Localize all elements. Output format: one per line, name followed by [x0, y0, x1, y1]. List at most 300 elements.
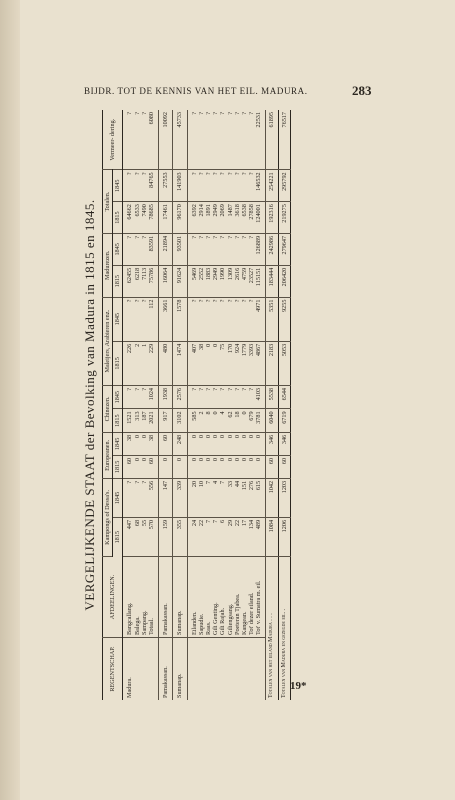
cell-value: 0	[190, 457, 198, 461]
value-cell-mal-1845	[173, 297, 187, 341]
cell-value: 141903	[176, 172, 184, 191]
cell-value: 1309	[226, 267, 234, 281]
cell-value: 60	[147, 457, 155, 465]
cell-value: 0	[255, 457, 263, 461]
cell-value: 16064	[162, 267, 170, 284]
cell-value: ?	[212, 112, 220, 115]
cell-value: ?	[240, 299, 248, 303]
cell-value: 0	[204, 434, 212, 438]
value-cell-europ-1845	[123, 432, 159, 455]
cell-value: ?	[190, 235, 198, 239]
total-value-cell: 6040	[266, 409, 278, 432]
cell-value: ?	[248, 172, 256, 176]
total-value-cell: 1206	[278, 517, 290, 556]
value-cell-tot-1815	[159, 202, 173, 234]
cell-value: 151	[240, 480, 248, 491]
cell-value: ?	[133, 172, 141, 176]
total-value-cell: 242986	[266, 233, 278, 265]
afdeeling-label: Sumanap.	[176, 610, 184, 635]
cell-value: 447	[126, 519, 134, 530]
cell-value: 0	[219, 434, 227, 438]
total-value-cell: 9255	[278, 297, 290, 341]
cell-value: ?	[133, 235, 141, 239]
cell-value: ?	[226, 299, 234, 303]
value-cell-mad-1845	[123, 233, 159, 265]
cell-value: 7490	[140, 204, 148, 217]
afdeeling-label: Sampang.	[140, 610, 148, 635]
value-cell-verm	[187, 110, 266, 170]
afdeeling-label: Bangcallang.	[126, 602, 134, 635]
cell-value: 7	[219, 480, 227, 484]
value-cell-kampongs-1815	[159, 517, 173, 556]
header-vermeerdering: Vermeer- dering.	[103, 110, 123, 170]
cell-value: 84765	[147, 172, 155, 188]
cell-value: 126889	[255, 235, 263, 255]
afdeeling-label: Raas.	[204, 621, 212, 635]
cell-value: 0	[212, 434, 220, 438]
header-regentschap: REGENTSCHAP.	[103, 638, 123, 701]
cell-value: 276	[248, 480, 256, 491]
value-cell-europ-1815	[159, 455, 173, 478]
cell-value: ?	[226, 235, 234, 239]
afdeeling-label: Gili Rajah.	[219, 607, 227, 635]
cell-value: 24	[190, 519, 198, 527]
cell-value: ?	[204, 235, 212, 239]
year-1845: 1845	[113, 385, 123, 408]
cell-value: 3393	[248, 343, 256, 357]
cell-value: ?	[140, 480, 148, 484]
value-cell-kampongs-1815	[173, 517, 187, 556]
year-1815: 1815	[113, 265, 123, 297]
afdeeling-label: Eilanden.	[190, 611, 198, 635]
cell-value: 5469	[190, 267, 198, 281]
afdeeling-label: Sapudie.	[197, 613, 205, 635]
cell-value: 6538	[240, 204, 248, 217]
cell-value: 1938	[162, 387, 170, 401]
value-cell-mad-1845	[159, 233, 173, 265]
cell-value: 115151	[255, 267, 263, 287]
cell-value: 7113	[140, 267, 148, 280]
total-value-cell: 5351	[266, 297, 278, 341]
total-value-cell: 6544	[278, 385, 290, 408]
header-chinezen: Chinezen.	[103, 385, 113, 432]
cell-value: 0	[226, 434, 234, 438]
cell-value: 33	[226, 480, 234, 488]
cell-value: ?	[197, 299, 205, 303]
cell-value: 2552	[197, 267, 205, 281]
value-cell-mad-1845	[187, 233, 266, 265]
cell-value: 0	[212, 343, 220, 347]
value-cell-verm	[123, 110, 159, 170]
cell-value: 4	[212, 480, 220, 484]
cell-value: 75786	[147, 267, 155, 284]
cell-value: 2069	[219, 204, 227, 217]
total-value-cell: 2183	[266, 341, 278, 385]
cell-value: 1474	[176, 343, 184, 357]
cell-value: 0	[226, 457, 234, 461]
value-cell-europ-1845	[173, 432, 187, 455]
cell-value: ?	[126, 299, 134, 303]
afdeelingen-cell	[123, 557, 159, 638]
afdeeling-label: Pamakassan.	[162, 603, 170, 635]
year-1845: 1845	[113, 170, 123, 202]
cell-value: ?	[204, 299, 212, 303]
regentschap-cell	[187, 638, 266, 701]
cell-value: ?	[233, 387, 241, 391]
value-cell-tot-1815	[123, 202, 159, 234]
value-cell-chin-1815	[173, 409, 187, 432]
cell-value: 480	[162, 343, 170, 354]
cell-value: ?	[219, 112, 227, 115]
page-number: 283	[352, 83, 372, 98]
cell-value: 1024	[147, 387, 155, 401]
cell-value: 2576	[176, 387, 184, 401]
value-cell-mad-1845	[173, 233, 187, 265]
cell-value: 0	[219, 457, 227, 461]
cell-value: 159	[162, 519, 170, 530]
cell-value: 0	[240, 457, 248, 461]
cell-value: ?	[197, 387, 205, 391]
cell-value: ?	[190, 387, 198, 391]
cell-value: ?	[219, 235, 227, 239]
value-cell-mal-1845	[123, 297, 159, 341]
cell-value: ?	[126, 387, 134, 391]
cell-value: ?	[190, 299, 198, 303]
page-binding-edge	[0, 0, 20, 800]
cell-value: 917	[162, 411, 170, 421]
cell-value: 1521	[126, 411, 134, 424]
cell-value: 489	[255, 519, 263, 530]
cell-value: ?	[212, 172, 220, 176]
cell-value: 75	[219, 343, 227, 350]
cell-value: 3781	[255, 411, 263, 424]
cell-value: 20	[190, 480, 198, 488]
cell-value: 38	[197, 343, 205, 350]
total-value-cell: 254221	[266, 170, 278, 202]
cell-value: ?	[240, 112, 248, 115]
cell-value: 1883	[204, 267, 212, 281]
cell-value: 21894	[162, 235, 170, 252]
cell-value: 17	[240, 519, 248, 527]
cell-value: ?	[133, 112, 141, 115]
value-cell-europ-1815	[187, 455, 266, 478]
rotated-table-block	[78, 110, 383, 700]
total-value-cell: 76517	[278, 110, 290, 170]
afdeeling-label: Gili Genting.	[212, 602, 220, 635]
totals-label: Totalen van het eiland Madura . . .	[266, 557, 278, 701]
cell-value: 146532	[255, 172, 263, 191]
totals-row	[278, 110, 290, 700]
cell-value: 7	[204, 480, 212, 484]
cell-value: 112	[147, 299, 155, 309]
cell-value: ?	[140, 172, 148, 176]
cell-value: 93501	[176, 235, 184, 252]
value-cell-europ-1815	[173, 455, 187, 478]
cell-value: 10092	[162, 112, 170, 128]
cell-value: ?	[140, 235, 148, 239]
cell-value: 0	[133, 434, 141, 438]
total-value-cell: 5538	[266, 385, 278, 408]
cell-value: 0	[255, 434, 263, 438]
value-cell-verm	[159, 110, 173, 170]
cell-value: ?	[133, 299, 141, 303]
afdeelingen-cell	[159, 557, 173, 638]
cell-value: 0	[212, 411, 220, 415]
cell-value: 29	[226, 519, 234, 527]
cell-value: 91624	[176, 267, 184, 284]
value-cell-mal-1845	[187, 297, 266, 341]
value-cell-chin-1815	[159, 409, 173, 432]
cell-value: 8	[204, 411, 212, 415]
header-maleijers: Maleijers, Arabieren enz.	[103, 297, 113, 385]
cell-value: 1891	[204, 204, 212, 217]
cell-value: 2616	[233, 267, 241, 281]
cell-value: 22531	[255, 112, 263, 128]
population-table	[102, 110, 291, 700]
cell-value: ?	[219, 299, 227, 303]
cell-value: ?	[212, 235, 220, 239]
cell-value: ?	[248, 299, 256, 303]
cell-value: 4103	[255, 387, 263, 401]
value-cell-mad-1815	[173, 265, 187, 297]
value-cell-verm	[173, 110, 187, 170]
value-cell-kampongs-1845	[173, 478, 187, 517]
cell-value: 248	[176, 434, 184, 445]
cell-value: 570	[147, 519, 155, 530]
cell-value: ?	[133, 387, 141, 391]
running-title: BIJDR. TOT DE KENNIS VAN HET EIL. MADURA.	[84, 86, 308, 96]
total-value-cell: 60	[266, 455, 278, 478]
totals-label: Totalen van Madura en gezegde eil. .	[278, 557, 290, 701]
cell-value: 27553	[162, 172, 170, 188]
value-cell-tot-1845	[173, 170, 187, 202]
total-value-cell: 206420	[278, 265, 290, 297]
cell-value: 187	[140, 411, 148, 421]
value-cell-kampongs-1815	[187, 517, 266, 556]
value-cell-mad-1815	[159, 265, 173, 297]
cell-value: 124001	[255, 204, 263, 223]
cell-value: 4867	[255, 343, 263, 357]
cell-value: 10	[197, 480, 205, 488]
cell-value: 0	[248, 457, 256, 461]
afdeeling-label: Tot' v. Sumatra m. eil.	[255, 580, 263, 635]
cell-value: 45733	[176, 112, 184, 128]
table-row	[159, 110, 173, 700]
cell-value: 355	[176, 519, 184, 530]
value-cell-chin-1845	[187, 385, 266, 408]
cell-value: ?	[226, 387, 234, 391]
cell-value: 3102	[176, 411, 184, 424]
afdeelingen-cell	[173, 557, 187, 638]
cell-value: 60	[162, 434, 170, 442]
header-kampongs: Kampongs of Dessa's.	[103, 478, 113, 556]
total-value-cell: 295792	[278, 170, 290, 202]
cell-value: 96170	[176, 204, 184, 220]
regentschap-cell: Madura.	[123, 638, 159, 701]
total-value-cell: 346	[266, 432, 278, 455]
value-cell-tot-1815	[173, 202, 187, 234]
cell-value: 134	[248, 519, 256, 530]
table-title: VERGELIJKENDE STAAT der Bevolking van Madura in 1815 en 1845.	[82, 199, 97, 611]
cell-value: 22	[233, 519, 241, 527]
year-1815: 1815	[113, 409, 123, 432]
value-cell-europ-1845	[159, 432, 173, 455]
cell-value: 679	[248, 411, 256, 421]
cell-value: ?	[133, 480, 141, 484]
total-value-cell: 346	[278, 432, 290, 455]
cell-value: 4	[219, 411, 227, 415]
cell-value: 64662	[126, 204, 134, 220]
cell-value: 6080	[147, 112, 155, 125]
cell-value: 0	[133, 457, 141, 461]
cell-value: 60	[126, 457, 134, 465]
year-1815: 1815	[113, 455, 123, 478]
total-value-cell: 6719	[278, 409, 290, 432]
cell-value: 17461	[162, 204, 170, 220]
cell-value: ?	[248, 112, 256, 115]
value-cell-mal-1815	[187, 341, 266, 385]
year-1815: 1815	[113, 341, 123, 385]
cell-value: ?	[240, 172, 248, 176]
cell-value: 1779	[240, 343, 248, 357]
cell-value: 6218	[133, 267, 141, 281]
cell-value: 6392	[190, 204, 198, 217]
value-cell-chin-1845	[173, 385, 187, 408]
cell-value: ?	[140, 299, 148, 303]
cell-value: 924	[233, 343, 241, 354]
cell-value: ?	[126, 112, 134, 115]
total-value-cell: 61895	[266, 110, 278, 170]
cell-value: 38	[126, 434, 134, 442]
value-cell-mad-1815	[187, 265, 266, 297]
afdeeling-label: Giliengsang.	[226, 603, 234, 635]
cell-value: 83591	[147, 235, 155, 252]
cell-value: ?	[197, 112, 205, 115]
cell-value: ?	[248, 235, 256, 239]
cell-value: 0	[197, 434, 205, 438]
cell-value: 6	[219, 519, 227, 524]
cell-value: ?	[204, 172, 212, 176]
cell-value: ?	[197, 235, 205, 239]
cell-value: ?	[212, 387, 220, 391]
cell-value: 556	[147, 480, 155, 491]
cell-value: 1578	[176, 299, 184, 312]
afdeeling-label: Balega.	[133, 616, 141, 635]
header-totalen: Totalen.	[103, 170, 113, 234]
total-value-cell: 183444	[266, 265, 278, 297]
afdeeling-label: Tot' dezer eiland.	[248, 592, 256, 635]
total-value-cell: 1203	[278, 478, 290, 517]
cell-value: ?	[240, 387, 248, 391]
cell-value: ?	[233, 299, 241, 303]
value-cell-europ-1815	[123, 455, 159, 478]
total-value-cell: 279647	[278, 233, 290, 265]
value-cell-tot-1845	[123, 170, 159, 202]
value-cell-kampongs-1845	[123, 478, 159, 517]
cell-value: 0	[197, 457, 205, 461]
cell-value: 0	[240, 411, 248, 415]
regentschap-cell: Pamakassan.	[159, 638, 173, 701]
value-cell-tot-1845	[159, 170, 173, 202]
cell-value: 0	[233, 434, 241, 438]
cell-value: ?	[140, 387, 148, 391]
header-madurezen: Madurezen.	[103, 233, 113, 297]
table-row	[173, 110, 187, 700]
header-europeanen: Europeanen.	[103, 432, 113, 478]
cell-value: 62	[226, 411, 234, 418]
cell-value: 6533	[133, 204, 141, 217]
cell-value: 44	[233, 480, 241, 488]
value-cell-mal-1815	[123, 341, 159, 385]
cell-value: ?	[233, 112, 241, 115]
cell-value: 226	[126, 343, 134, 354]
cell-value: 7	[212, 519, 220, 524]
cell-value: 0	[233, 457, 241, 461]
afdeeling-label: Totaal.	[147, 618, 155, 635]
cell-value: 1487	[226, 204, 234, 217]
cell-value: 0	[204, 343, 212, 347]
cell-value: ?	[140, 112, 148, 115]
cell-value: 3618	[233, 204, 241, 217]
year-1815: 1815	[113, 202, 123, 234]
afdeeling-label: Kangean.	[240, 611, 248, 635]
cell-value: 0	[212, 457, 220, 461]
afdeeling-label: Poeteran Tjabea.	[233, 593, 241, 635]
cell-value: ?	[240, 235, 248, 239]
cell-value: 2021	[147, 411, 155, 424]
year-1845: 1845	[113, 233, 123, 265]
cell-value: 0	[162, 457, 170, 461]
cell-value: 23527	[248, 267, 256, 284]
afdeelingen-cell	[187, 557, 266, 638]
cell-value: 2	[133, 343, 141, 347]
cell-value: ?	[204, 112, 212, 115]
total-value-cell: 5053	[278, 341, 290, 385]
year-1845: 1845	[113, 478, 123, 517]
cell-value: 170	[226, 343, 234, 354]
cell-value: 2914	[197, 204, 205, 217]
cell-value: 62455	[126, 267, 134, 284]
cell-value: 78685	[147, 204, 155, 220]
cell-value: ?	[219, 172, 227, 176]
cell-value: ?	[233, 235, 241, 239]
cell-value: 4759	[240, 267, 248, 281]
cell-value: ?	[204, 387, 212, 391]
cell-value: ?	[233, 172, 241, 176]
cell-value: 22	[197, 519, 205, 527]
value-cell-chin-1815	[187, 409, 266, 432]
cell-value: ?	[212, 299, 220, 303]
cell-value: 0	[248, 434, 256, 438]
cell-value: 2	[197, 411, 205, 415]
total-value-cell: 1042	[266, 478, 278, 517]
cell-value: 27858	[248, 204, 256, 220]
cell-value: 4971	[255, 299, 263, 312]
cell-value: ?	[126, 480, 134, 484]
value-cell-chin-1815	[123, 409, 159, 432]
cell-value: 147	[162, 480, 170, 491]
cell-value: ?	[197, 172, 205, 176]
cell-value: 0	[140, 457, 148, 461]
value-cell-europ-1845	[187, 432, 266, 455]
cell-value: ?	[226, 112, 234, 115]
cell-value: 615	[255, 480, 263, 491]
cell-value: ?	[190, 112, 198, 115]
year-1845: 1845	[113, 297, 123, 341]
cell-value: 55	[140, 519, 148, 527]
value-cell-mal-1815	[159, 341, 173, 385]
cell-value: 2949	[212, 267, 220, 281]
